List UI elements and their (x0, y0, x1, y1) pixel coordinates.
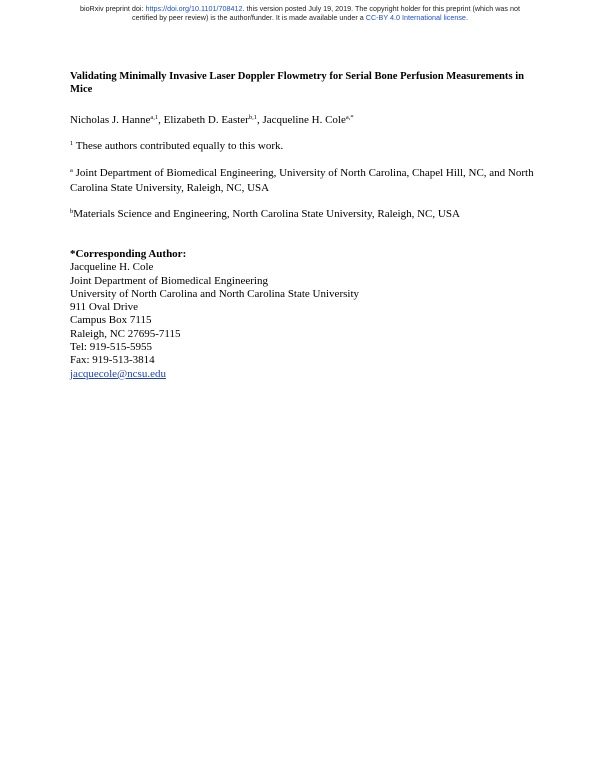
header-line-2 (40, 13, 560, 22)
author-name: Jacqueline H. Cole (262, 114, 346, 126)
footnote-text: These authors contributed equally to this work. (73, 140, 284, 152)
corresponding-line: Tel: 919-515-5955 (70, 341, 153, 354)
author-affil-mark: b,1 (248, 114, 257, 121)
author-name: Elizabeth D. Easter (163, 114, 249, 126)
preprint-header (40, 4, 560, 22)
footnote-mark: 1 (70, 140, 74, 147)
author-affil-mark: a,1 (150, 114, 159, 121)
author-separator: , (158, 114, 164, 126)
affiliation-b (70, 207, 460, 221)
header-prefix-2: certified by peer review) is the author/funder. It is made available under a (132, 13, 366, 23)
corresponding-line: Campus Box 7115 (70, 314, 152, 327)
corresponding-author-block (70, 248, 359, 381)
affiliation-text: Materials Science and Engineering, North Carolina State University, Raleigh, NC, USA (73, 208, 460, 220)
equal-contribution-note (70, 139, 283, 153)
affiliation-mark: a (70, 167, 73, 174)
corresponding-line: Joint Department of Biomedical Engineering (70, 274, 268, 287)
author-name: Nicholas J. Hanne (70, 114, 151, 126)
author-list (70, 113, 354, 127)
corresponding-line: Fax: 919-513-3814 (70, 354, 155, 367)
paper-title: Validating Minimally Invasive Laser Doppler Flowmetry for Serial Bone Perfusion Measurements in Mice (70, 71, 525, 95)
corresponding-heading: *Corresponding Author: (70, 248, 187, 260)
affiliation-mark: b (70, 208, 74, 215)
corresponding-line: 911 Oval Drive (70, 301, 139, 314)
header-suffix: . this version posted July 19, 2019. The copyright holder for this preprint (which was not (242, 4, 521, 13)
affiliation-text: Joint Department of Biomedical Engineering, University of North Carolina, Chapel Hill, NC, and North Carolina State University, Raleigh, NC, USA (70, 167, 534, 194)
header-prefix: bioRxiv preprint doi: (79, 4, 146, 13)
header-line-1 (40, 4, 560, 13)
corresponding-line: Jacqueline H. Cole (70, 261, 154, 274)
author-separator: , (256, 114, 263, 126)
license-link[interactable]: CC-BY 4.0 International license (365, 13, 466, 23)
header-suffix-2: . (465, 13, 468, 23)
corresponding-line: Raleigh, NC 27695-7115 (70, 327, 181, 340)
affiliation-a (70, 166, 540, 195)
author-affil-mark: a,* (345, 114, 354, 121)
email-link[interactable]: jacquecole@ncsu.edu (70, 367, 166, 380)
doi-link[interactable]: https://doi.org/10.1101/708412 (145, 4, 243, 13)
corresponding-line: University of North Carolina and North Carolina State University (70, 287, 359, 300)
